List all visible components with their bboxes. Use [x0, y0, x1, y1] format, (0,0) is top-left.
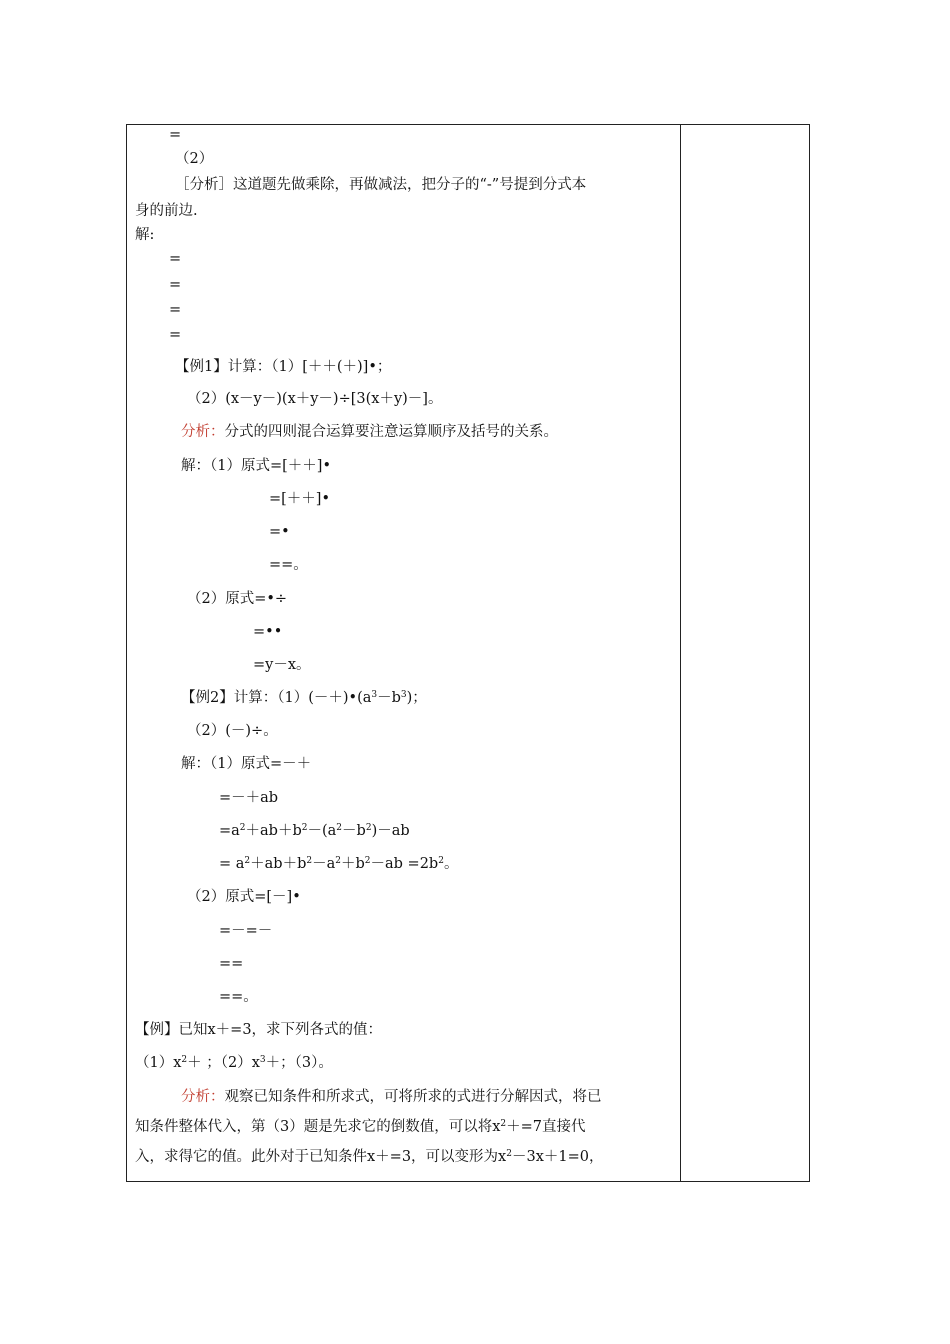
superscript: 3	[259, 1055, 266, 1065]
text: －3x＋1=0，	[511, 1149, 604, 1165]
superscript: 2	[506, 1149, 512, 1159]
equation-line: =[＋＋]•	[269, 491, 331, 507]
superscript: 2	[244, 856, 251, 866]
example-2-title	[181, 688, 427, 708]
solution-line: 解：（1）原式=－＋	[181, 756, 312, 772]
column-divider	[680, 125, 681, 1181]
solution-line: （2）原式=[－]•	[187, 889, 301, 905]
analysis-line	[181, 422, 558, 442]
superscript: 2	[365, 823, 372, 833]
superscript: 2	[306, 856, 313, 866]
superscript: 2	[500, 1119, 507, 1129]
solution-line: 解：（1）原式=[＋＋]•	[181, 458, 331, 474]
text: －b	[342, 823, 366, 839]
text: )；	[406, 690, 427, 706]
subquestion-label: （2）	[175, 151, 214, 167]
superscript: 3	[400, 690, 407, 700]
text: = a	[219, 856, 245, 872]
example-questions	[135, 1053, 333, 1073]
equation-line: =	[169, 277, 182, 293]
content-table	[126, 124, 810, 1182]
text: ＋=7直接代	[506, 1119, 586, 1135]
superscript: 2	[335, 856, 341, 866]
superscript: 2	[301, 823, 308, 833]
solution-line: （2）原式=•÷	[187, 591, 288, 607]
equation-line: =	[169, 251, 182, 267]
analysis-text-cont: 身的前边.	[135, 203, 198, 219]
equation-line: =	[169, 327, 182, 343]
analysis-text: ［分析］这道题先做乘除，再做减法，把分子的“-”号提到分式本	[175, 177, 587, 193]
analysis-label: 分析：	[181, 424, 225, 440]
equation-line: =－=－	[219, 923, 273, 939]
example-title: 【例】已知x＋=3，求下列各式的值：	[135, 1022, 383, 1038]
text: －b	[377, 690, 401, 706]
equation-line: =•	[269, 524, 290, 540]
paragraph-line	[135, 1082, 671, 1112]
text: ＋ab＋b	[250, 856, 307, 872]
text: 。	[443, 856, 459, 872]
example-2-part2: （2）(－)÷。	[187, 723, 278, 739]
text: 入，求得它的值。此外对于已知条件x＋=3，可以变形为x	[135, 1149, 507, 1165]
equation-line: ==。	[219, 989, 258, 1005]
example-1-title: 【例1】计算：（1）[＋＋(＋)]•；	[175, 359, 392, 375]
text: 知条件整体代入，第（3）题是先求它的倒数值，可以将x	[135, 1119, 501, 1135]
text: =a	[219, 823, 240, 839]
analysis-paragraph	[135, 1082, 671, 1172]
equation-line: =••	[253, 624, 283, 640]
text: －ab =2b	[370, 856, 439, 872]
paragraph-line	[135, 1112, 671, 1142]
analysis-label: 分析：	[181, 1089, 225, 1105]
text: ＋ab＋b	[245, 823, 302, 839]
text: （1）x	[135, 1055, 182, 1071]
equation-line: ==	[219, 956, 244, 972]
solution-label: 解:	[135, 227, 155, 243]
equation-line	[219, 821, 410, 841]
equation-line: =	[169, 127, 182, 143]
text: 【例2】计算：（1）(－＋)•(a	[181, 690, 372, 706]
analysis-text: 分式的四则混合运算要注意运算顺序及括号的关系。	[224, 424, 558, 440]
text: ＋b	[340, 856, 365, 872]
equation-line: =y－x。	[253, 657, 311, 673]
superscript: 2	[364, 856, 371, 866]
superscript: 2	[181, 1055, 188, 1065]
superscript: 2	[239, 823, 246, 833]
text: －(a	[307, 823, 337, 839]
text: ＋ ；（2）x	[187, 1055, 260, 1071]
text: )－ab	[371, 823, 410, 839]
equation-line: ==。	[269, 557, 308, 573]
text: 观察已知条件和所求式，可将所求的式进行分解因式，将已	[224, 1089, 602, 1105]
text: ＋；（3）。	[265, 1055, 333, 1071]
equation-line: =－＋ab	[219, 790, 279, 806]
superscript: 2	[438, 856, 444, 866]
equation-line	[219, 854, 458, 874]
example-1-part2: （2）(x－y－)(x＋y－)÷[3(x＋y)－]。	[187, 391, 443, 407]
superscript: 3	[371, 690, 378, 700]
text: －a	[312, 856, 336, 872]
equation-line: =	[169, 302, 182, 318]
paragraph-line	[135, 1142, 671, 1172]
superscript: 2	[336, 823, 343, 833]
